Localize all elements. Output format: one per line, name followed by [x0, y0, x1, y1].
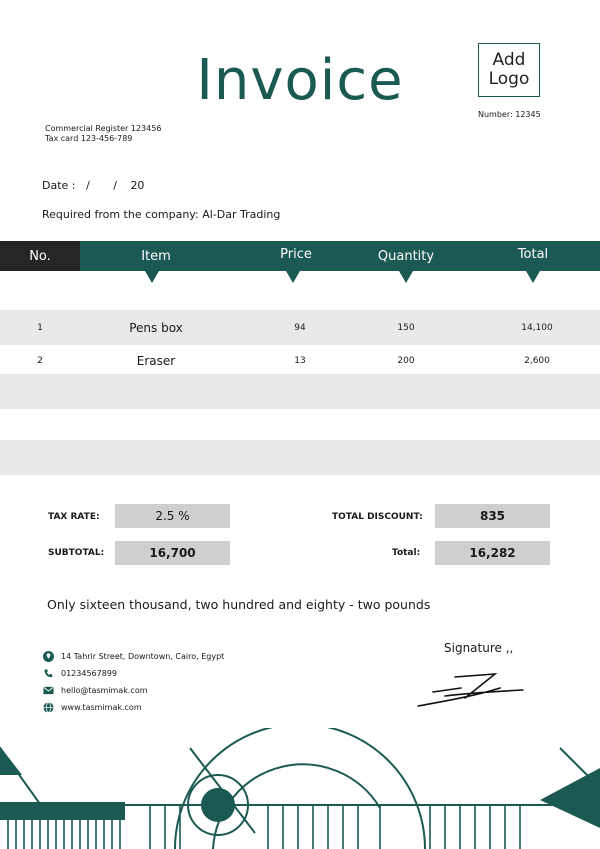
column-header-total: Total [517, 246, 549, 262]
contact-phone [43, 668, 117, 679]
invoice-number: Number: 12345 [478, 110, 541, 119]
item-pointer-icon [145, 271, 159, 283]
contact-email [43, 685, 148, 696]
globe-icon [43, 702, 54, 713]
row-quantity: 150 [397, 322, 415, 333]
table-row [0, 310, 600, 345]
row-total: 2,600 [524, 355, 550, 366]
email-icon [43, 685, 54, 696]
date-label: Date : [42, 179, 76, 192]
contact-website [43, 702, 142, 713]
date-year: 20 [130, 179, 145, 192]
table-row-band-3 [0, 440, 600, 475]
row-price: 13 [294, 355, 306, 366]
total-pointer-icon [526, 271, 540, 283]
phone-text: 01234567899 [61, 669, 117, 678]
date-sep-2: / [113, 179, 117, 192]
table-row [0, 343, 600, 378]
subtotal-value: 16,700 [115, 541, 230, 565]
signature-label: Signature ,, [444, 641, 514, 655]
row-no: 1 [37, 322, 43, 333]
column-header-item: Item [141, 248, 171, 264]
subtotal-label: SUBTOTAL: [48, 548, 105, 558]
row-no: 2 [37, 355, 43, 366]
website-text[interactable]: www.tasmimak.com [61, 703, 142, 712]
email-text[interactable]: hello@tasmimak.com [61, 686, 148, 695]
signature-scribble [415, 668, 535, 713]
address-text: 14 Tahrir Street, Downtown, Cairo, Egypt [61, 652, 225, 661]
quantity-pointer-icon [399, 271, 413, 283]
company-registration [45, 124, 161, 144]
logo-line-2: Logo [488, 69, 530, 89]
price-pointer-icon [286, 271, 300, 283]
required-from-company: Required from the company: Al-Dar Trading [42, 208, 281, 221]
commercial-register: Commercial Register 123456 [45, 124, 162, 133]
logo-line-1: Add [492, 50, 526, 70]
row-item: Pens box [129, 320, 183, 335]
tax-rate-value: 2.5 % [115, 504, 230, 528]
location-pin-icon [43, 651, 54, 662]
tax-card: Tax card 123-456-789 [45, 134, 133, 143]
row-item: Eraser [136, 353, 176, 368]
column-header-quantity: Quantity [377, 248, 435, 264]
total-discount-value: 835 [435, 504, 550, 528]
total-label: Total: [392, 548, 421, 558]
phone-icon [43, 668, 54, 679]
amount-in-words: Only sixteen thousand, two hundred and eighty - two pounds [47, 597, 431, 612]
contact-address [43, 651, 224, 662]
invoice-title: Invoice [196, 48, 404, 113]
decorative-footer [0, 728, 600, 849]
row-price: 94 [294, 322, 306, 333]
row-total: 14,100 [521, 322, 553, 333]
logo-placeholder[interactable] [478, 43, 540, 97]
table-row-band-2 [0, 374, 600, 409]
tax-rate-label: TAX RATE: [48, 512, 100, 522]
date-sep-1: / [86, 179, 90, 192]
row-quantity: 200 [397, 355, 415, 366]
date-field [42, 179, 144, 192]
total-value: 16,282 [435, 541, 550, 565]
column-header-price: Price [280, 246, 312, 262]
total-discount-label: TOTAL DISCOUNT: [332, 512, 423, 522]
column-header-no: No. [0, 241, 80, 271]
